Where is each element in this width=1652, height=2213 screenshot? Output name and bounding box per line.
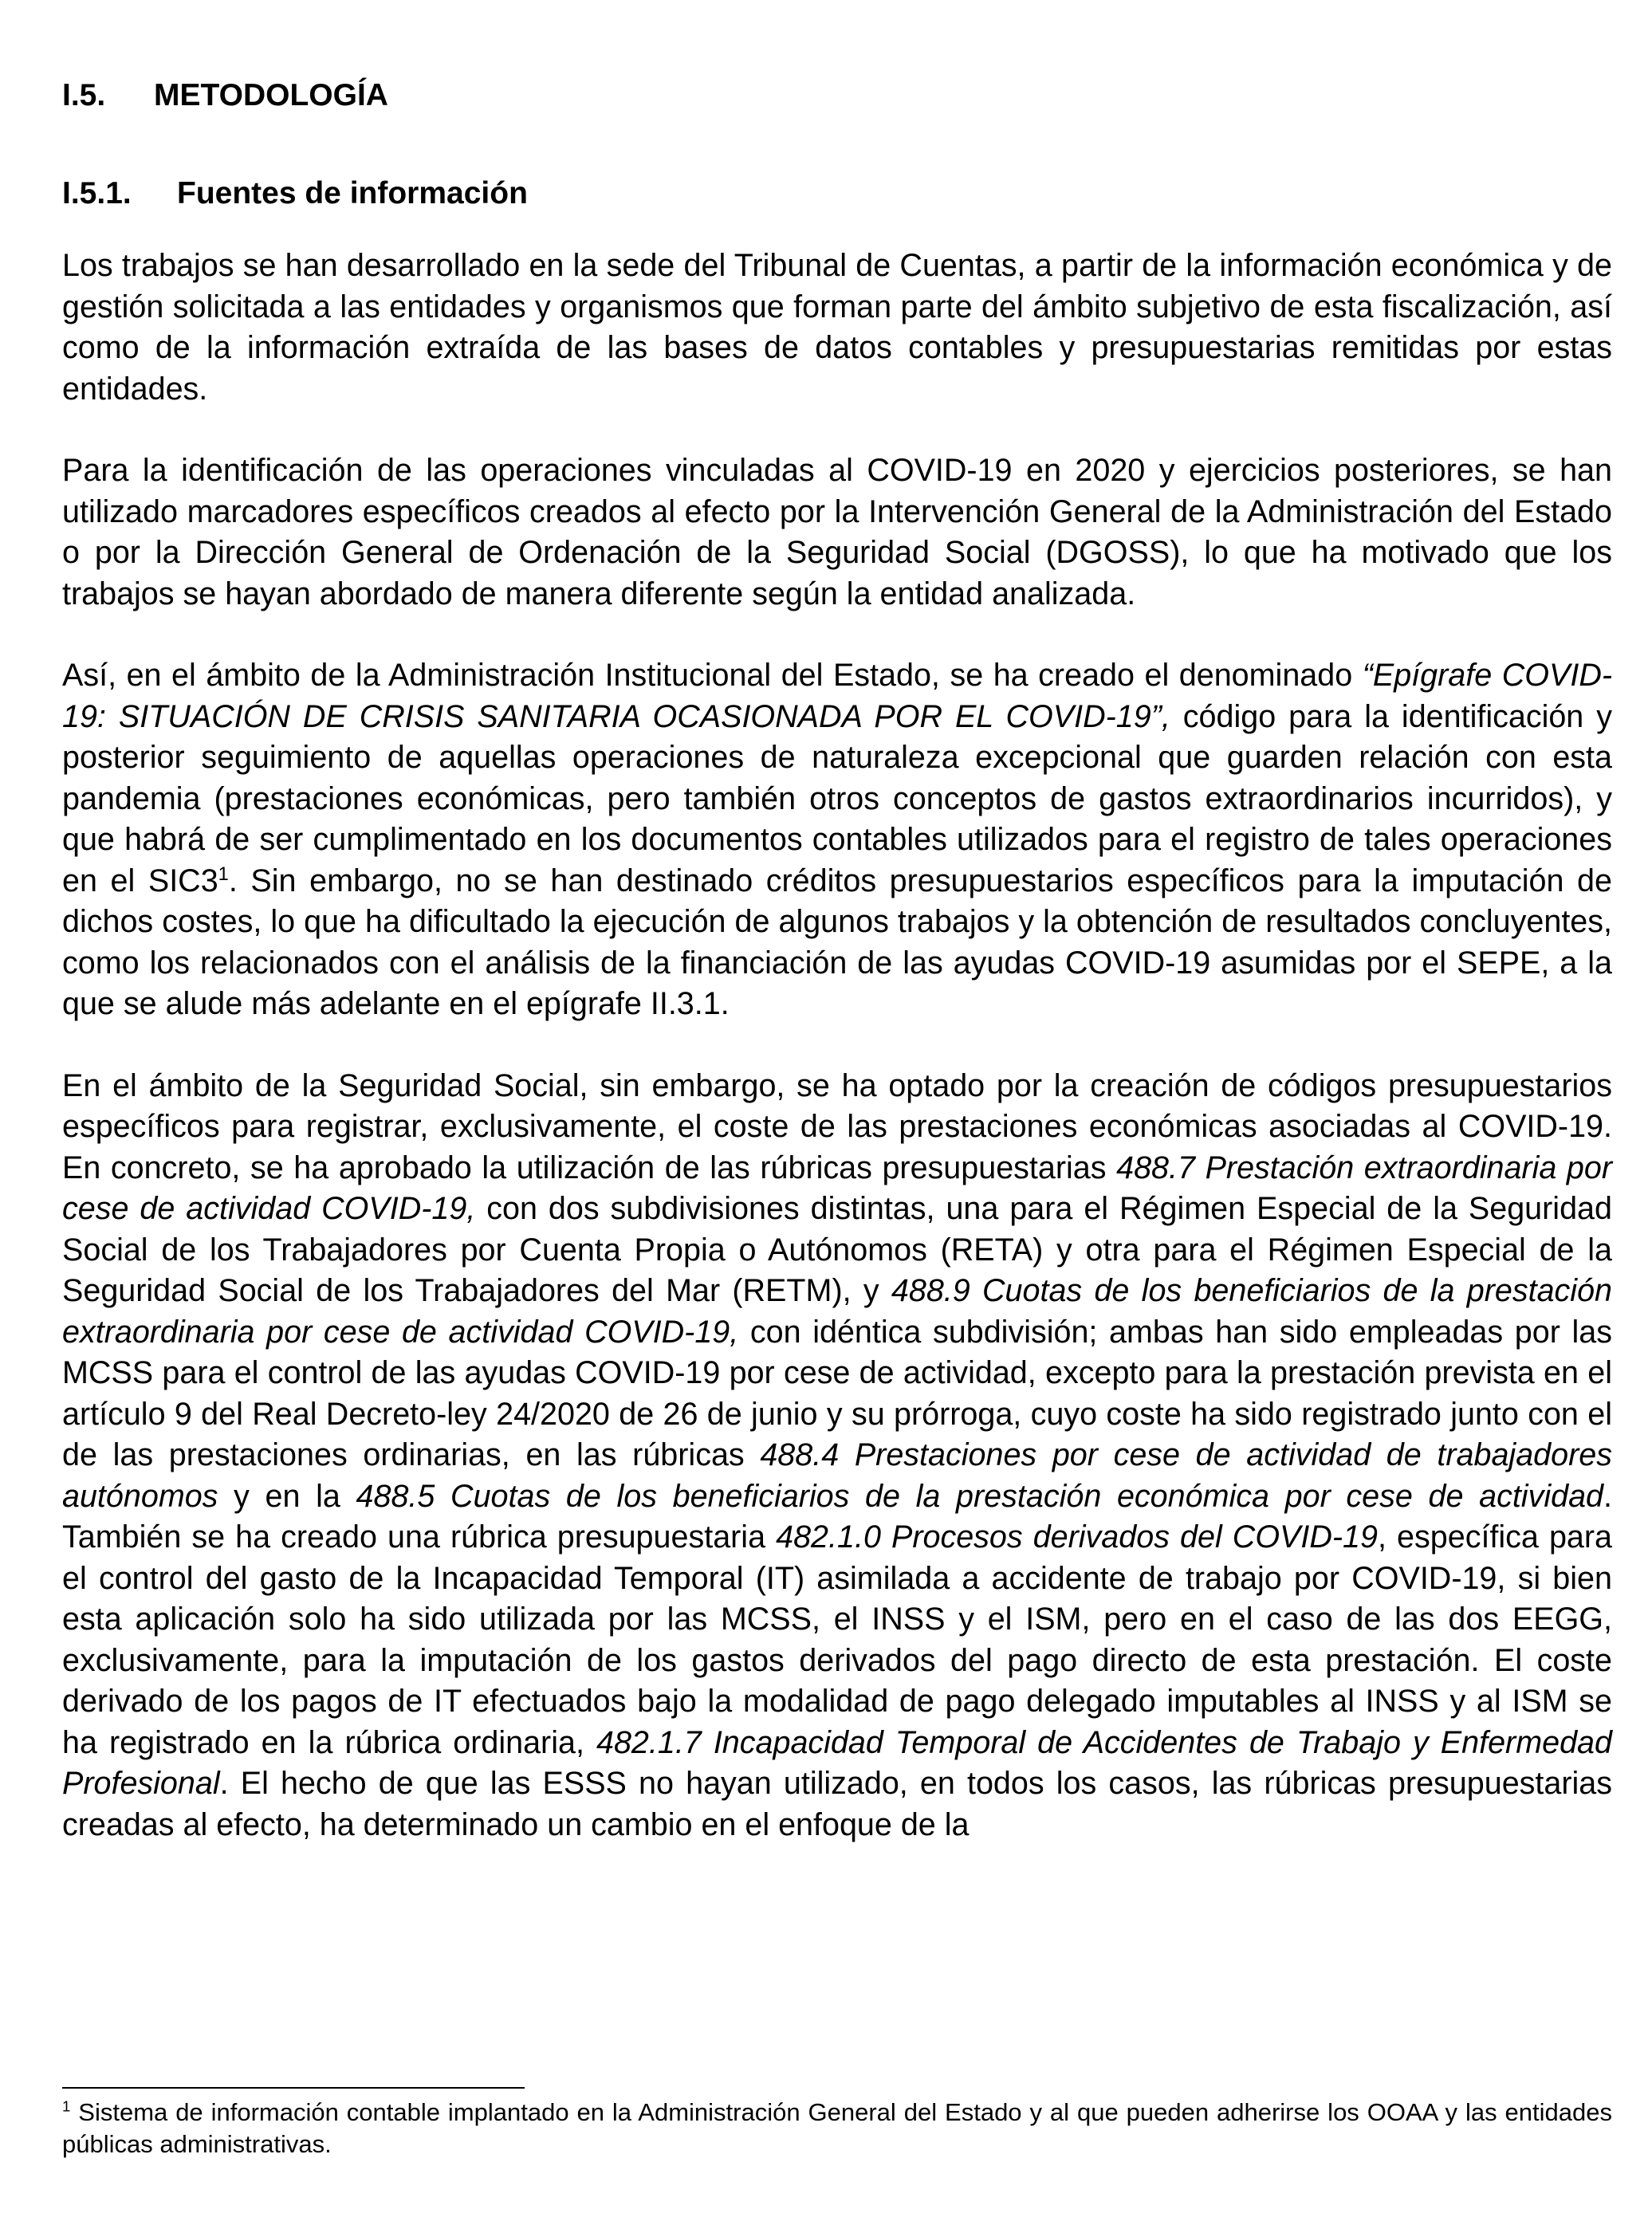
footnote-reference: 1: [218, 863, 229, 885]
footnote-separator: [62, 2087, 525, 2089]
section-title: METODOLOGÍA: [154, 78, 388, 112]
subsection-title: Fuentes de información: [177, 175, 528, 210]
italic-run: 488.5 Cuotas de los beneficiarios de la prestación económica por cese de actividad: [356, 1478, 1604, 1514]
body-text: [62, 246, 1612, 1845]
text-run: . Sin embargo, no se han destinado créditos presupuestarios específicos para la imputación de dichos costes, lo que ha dificultado la ejecución de algunos trabajos y la obtención de resultados concluyentes, como los relacionados con el análisis de la financiación de las ayudas COVID-19 asumidas por el SEPE, a la que se alude más adelante en el epígrafe II.3.1.: [62, 863, 1612, 1022]
text-run: con dos subdivisiones distintas, una para el Régimen Especial de la Seguridad Social de los Trabajadores por Cuenta Propia o Autónomos (RETA) y otra para el Régimen Especial de la Seguridad Social de los Trabajadores del Mar (RETM), y: [62, 1191, 1612, 1309]
italic-run: 482.1.0 Procesos derivados del COVID-19: [776, 1519, 1378, 1555]
document-page: [62, 76, 1612, 1845]
section-number: I.5.: [62, 78, 106, 112]
italic-run: 482.1.7 Incapacidad Temporal de Accidentes de Trabajo y Enfermedad Profesional: [62, 1724, 1612, 1802]
body-paragraph: [62, 450, 1612, 615]
footnote-text: Sistema de información contable implantado en la Administración General del Estado y al que pueden adherirse los OOAA y las entidades públicas administrativas.: [62, 2098, 1612, 2158]
section-heading: [62, 76, 1612, 116]
subsection-number: I.5.1.: [62, 175, 132, 210]
text-run: En el ámbito de la Seguridad Social, sin embargo, se ha optado por la creación de códigos presupuestarios específicos para registrar, exclusivamente, el coste de las prestaciones económicas asociadas al COVID-19. En concreto, se ha aprobado la utilización de las rúbricas presupuestarias: [62, 1067, 1612, 1185]
body-paragraph: [62, 246, 1612, 410]
italic-run: “Epígrafe COVID-19: SITUACIÓN DE CRISIS SANITARIA OCASIONADA POR EL COVID-19”,: [62, 658, 1612, 734]
italic-run: 488.7 Prestación extraordinaria por cese de actividad COVID-19,: [62, 1150, 1612, 1227]
text-run: , específica para el control del gasto de la Incapacidad Temporal (IT) asimilada a accidente de trabajo por COVID-19, si bien esta aplicación solo ha sido utilizada por las MCSS, el INSS y el ISM, pero en el caso de las dos EEGG, exclusivamente, para la imputación de los gastos derivados del pago directo de esta prestación. El coste derivado de los pagos de IT efectuados bajo la modalidad de pago delegado imputables al INSS y al ISM se ha registrado en la rúbrica ordinaria,: [62, 1519, 1613, 1760]
italic-run: 488.4 Prestaciones por cese de actividad de trabajadores autónomos: [62, 1437, 1612, 1514]
text-run: Para la identificación de las operaciones vinculadas al COVID-19 en 2020 y ejercicios posteriores, se han utilizado marcadores específicos creados al efecto por la Intervención General de la Administración del Estado o por la Dirección General de Ordenación de la Seguridad Social (DGOSS), lo que ha motivado que los trabajos se hayan abordado de manera diferente según la entidad analizada.: [62, 453, 1612, 611]
text-run: Así, en el ámbito de la Administración Institucional del Estado, se ha creado el denominado: [62, 658, 1363, 694]
body-paragraph: [62, 1066, 1612, 1846]
subsection-heading: [62, 174, 1612, 214]
text-run: y en la: [218, 1478, 356, 1514]
footnote-marker: 1: [62, 2097, 71, 2115]
text-run: Los trabajos se han desarrollado en la sede del Tribunal de Cuentas, a partir de la información económica y de gestión solicitada a las entidades y organismos que forman parte del ámbito subjetivo de esta fiscalización, así como de la información extraída de las bases de datos contables y presupuestarias remitidas por estas entidades.: [62, 248, 1612, 407]
text-run: con idéntica subdivisión; ambas han sido empleadas por las MCSS para el control de las ayudas COVID-19 por cese de actividad, excepto para la prestación prevista en el artículo 9 del Real Decreto-ley 24/2020 de 26 de junio y su prórroga, cuyo coste ha sido registrado junto con el de las prestaciones ordinarias, en las rúbricas: [62, 1314, 1612, 1473]
footnote: [62, 2097, 1612, 2160]
text-run: . También se ha creado una rúbrica presupuestaria: [62, 1478, 1612, 1555]
text-run: . El hecho de que las ESSS no hayan utilizado, en todos los casos, las rúbricas presupuestarias creadas al efecto, ha determinado un cambio en el enfoque de la: [62, 1766, 1612, 1842]
italic-run: 488.9 Cuotas de los beneficiarios de la prestación extraordinaria por cese de actividad COVID-19,: [62, 1273, 1612, 1350]
body-paragraph: [62, 655, 1612, 1025]
text-run: código para la identificación y posterior seguimiento de aquellas operaciones de naturaleza excepcional que guarden relación con esta pandemia (prestaciones económicas, pero también otros conceptos de gastos extraordinarios incurridos), y que habrá de ser cumplimentado en los documentos contables utilizados para el registro de tales operaciones en el SIC3: [62, 698, 1612, 898]
